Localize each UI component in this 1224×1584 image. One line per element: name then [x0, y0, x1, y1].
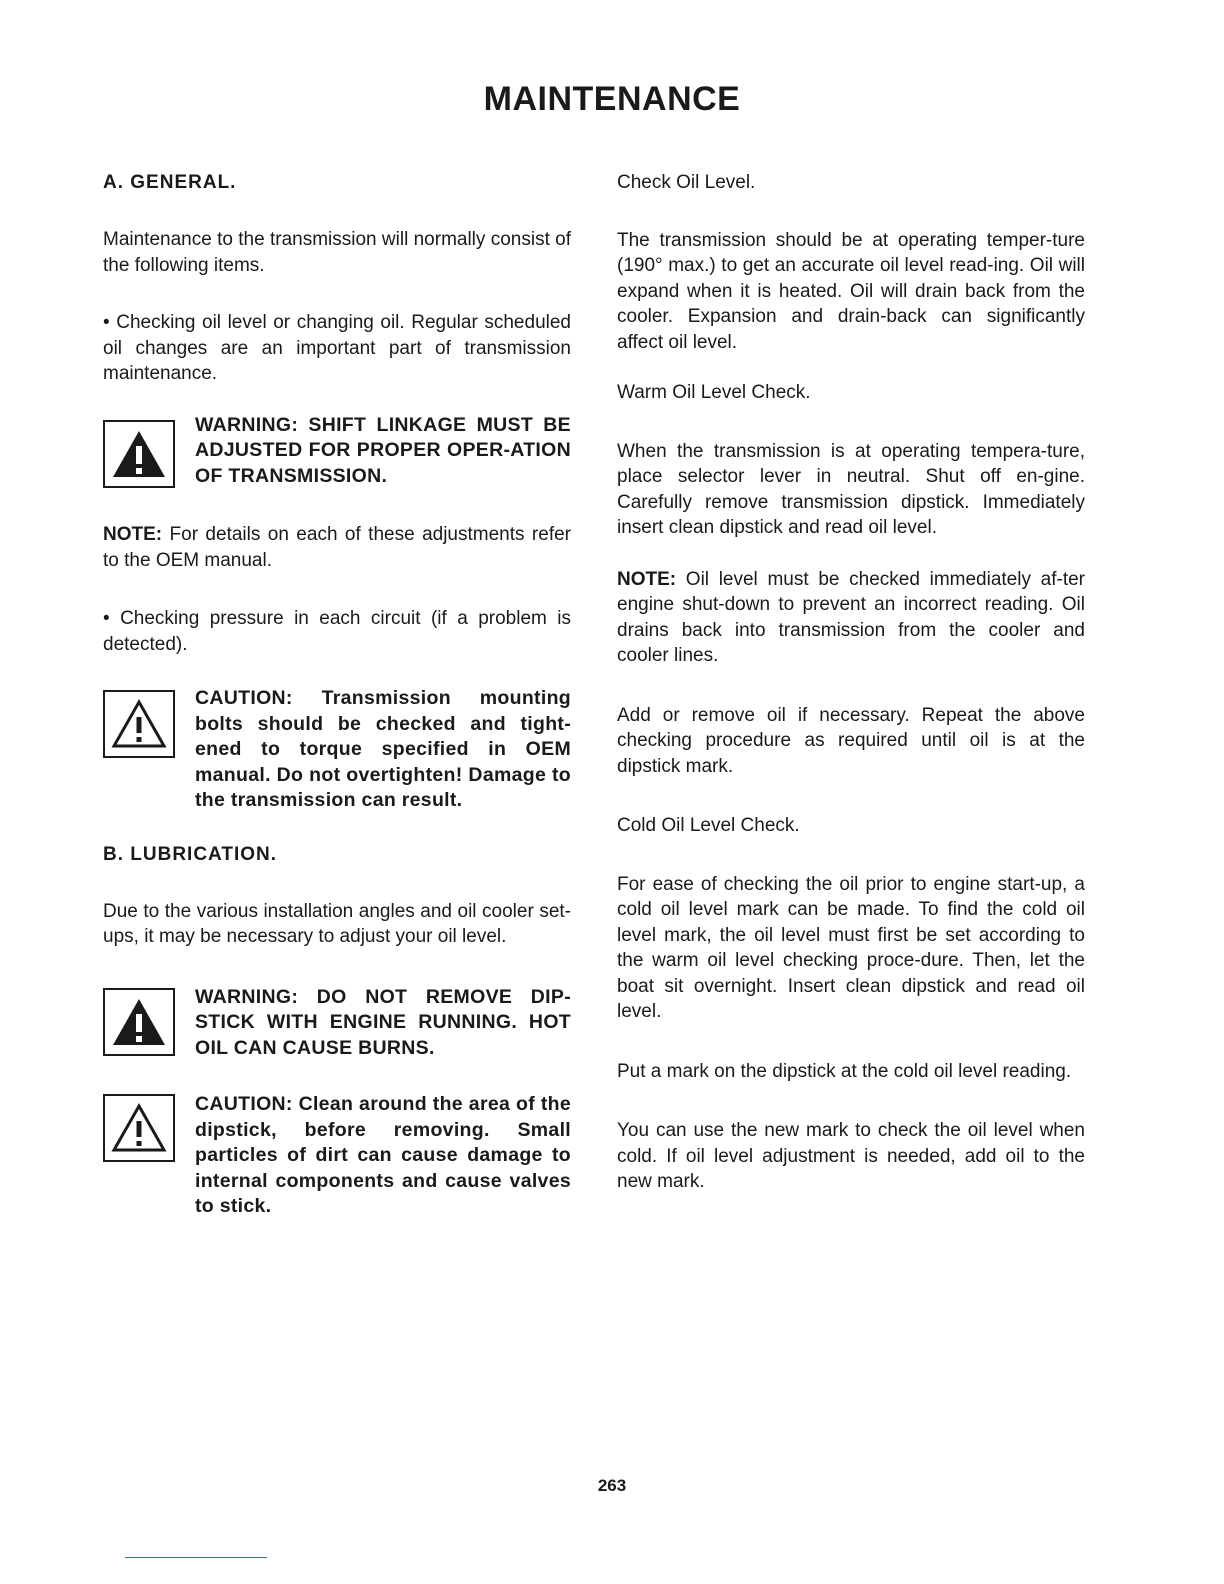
caution-icon [103, 690, 175, 758]
warning-icon [103, 420, 175, 488]
warm-check-heading: Warm Oil Level Check. [617, 382, 811, 403]
warning-dipstick [103, 985, 571, 1062]
left-column [103, 170, 571, 1220]
note-label: NOTE: [103, 524, 163, 545]
warning-shift-linkage-text: WARNING: SHIFT LINKAGE MUST BE ADJUSTED FOR PROPER OPER-ATION OF TRANSMISSION. [195, 413, 571, 487]
page-title: MAINTENANCE [483, 80, 741, 118]
cold-check-heading: Cold Oil Level Check. [617, 815, 800, 836]
caution-icon [103, 1094, 175, 1162]
cold-check-text: For ease of checking the oil prior to engine start-up, a cold oil level mark can be made. To find the cold oil level mark, the oil level must first be set according to the warm oil level checking proce-dure. Then, let the boat sit overnight. Insert clean dipstick and read oil level. [617, 873, 1085, 1022]
warning-shift-linkage [103, 413, 571, 490]
right-column [617, 170, 1085, 1195]
note-text: For details on each of these adjustments refer to the OEM manual. [103, 524, 571, 571]
note-text: Oil level must be checked immediately af-ter engine shut-down to prevent an incorrect reading. Oil drains back into transmission from the cooler and cooler lines. [617, 568, 1085, 666]
bullet-checking-pressure: • Checking pressure in each circuit (if a problem is detected). [103, 608, 571, 655]
warm-check-text: When the transmission is at operating tempera-ture, place selector lever in neutral. Shut off en-gine. Carefully remove transmission dipstick. Immediately insert clean dipstick and read oil level. [617, 440, 1085, 538]
general-heading: A. GENERAL. [103, 172, 237, 193]
warning-dipstick-text: WARNING: DO NOT REMOVE DIP-STICK WITH ENGINE RUNNING. HOT OIL CAN CAUSE BURNS. [195, 985, 571, 1059]
caution-clean-area-text: CAUTION: Clean around the area of the dipstick, before removing. Small particles of dirt can cause damage to internal components and cause valves to stick. [195, 1093, 571, 1217]
put-mark-text: Put a mark on the dipstick at the cold oil level reading. [617, 1060, 1072, 1082]
note-adjustments [103, 522, 571, 573]
check-oil-text: The transmission should be at operating temper-ture (190° max.) to get an accurate oil level read-ing. Oil will expand when it is heated. Oil will drain back from the cooler. Expansion and drain-back can significantly affect oil level. [617, 229, 1085, 353]
check-oil-heading: Check Oil Level. [617, 172, 756, 193]
note-immediately [617, 567, 1085, 669]
note-label: NOTE: [617, 568, 677, 590]
warning-icon [103, 988, 175, 1056]
caution-mounting-bolts [103, 687, 571, 814]
bullet-checking-oil: • Checking oil level or changing oil. Regular scheduled oil changes are an important part of transmission maintenance. [103, 312, 571, 384]
page-number: 263 [597, 1476, 627, 1495]
general-intro: Maintenance to the transmission will normally consist of the following items. [103, 229, 571, 276]
caution-clean-area [103, 1094, 571, 1220]
lubrication-text: Due to the various installation angles and oil cooler set-ups, it may be necessary to adjust your oil level. [103, 900, 571, 947]
add-remove-text: Add or remove oil if necessary. Repeat the above checking procedure as required until oil is at the dipstick mark. [617, 704, 1085, 777]
footer-rule [125, 1557, 267, 1558]
use-mark-text: You can use the new mark to check the oil level when cold. If oil level adjustment is needed, add oil to the new mark. [617, 1120, 1085, 1192]
lubrication-heading: B. LUBRICATION. [103, 843, 278, 865]
caution-mounting-bolts-text: CAUTION: Transmission mounting bolts should be checked and tight-ened to torque specified in OEM manual. Do not overtighten! Damage to the transmission can result. [195, 687, 571, 811]
